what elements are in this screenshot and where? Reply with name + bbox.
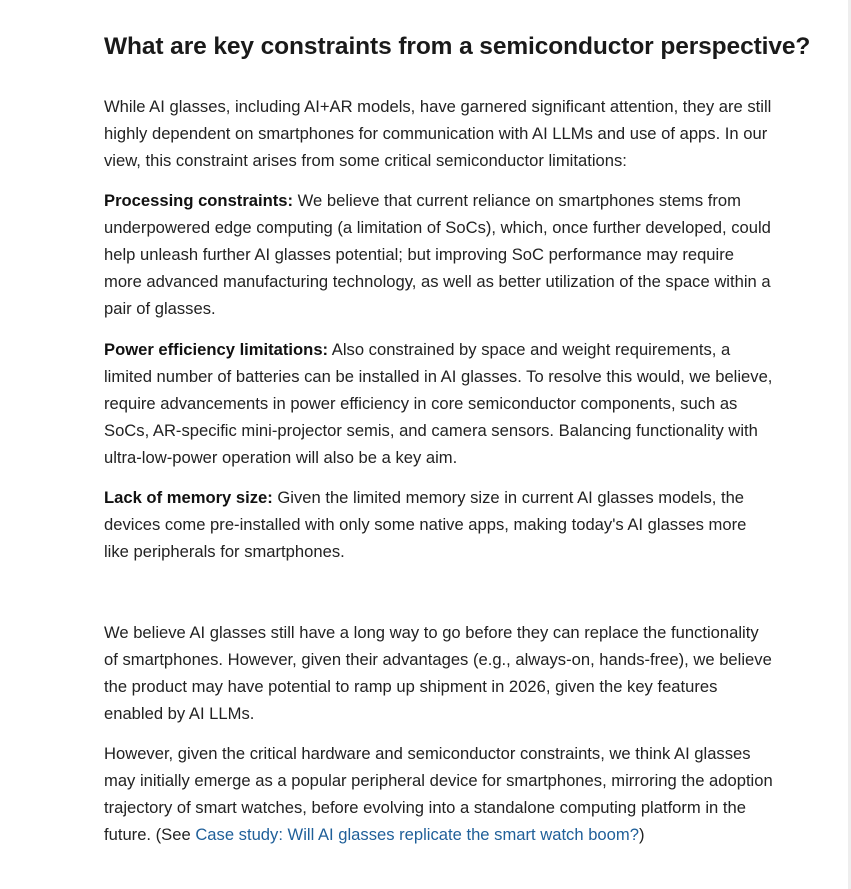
constraint-text: Also constrained by space and weight requirements, a limited number of batteries can be installed in AI glasses. To resolve this would, we believe, require advancements in power efficiency in core semiconductor components, such as SoCs, AR-specific mini-projector semis, and camera sensors. Balancing functionality with ultra-low-power operation will also be a key aim. <box>104 340 773 467</box>
constraint-label: Power efficiency limitations: <box>104 340 329 359</box>
constraint-label: Lack of memory size: <box>104 488 273 507</box>
constraint-power <box>104 336 774 471</box>
conclusion-paragraph <box>104 740 774 848</box>
constraint-processing <box>104 187 774 322</box>
case-study-link[interactable]: Case study: Will AI glasses replicate the smart watch boom? <box>195 825 639 844</box>
constraint-memory <box>104 484 774 565</box>
intro-paragraph: While AI glasses, including AI+AR models, have garnered significant attention, they are still highly dependent on smartphones for communication with AI LLMs and use of apps. In our view, this constraint arises from some critical semiconductor limitations: <box>104 97 772 170</box>
outlook-paragraph: We believe AI glasses still have a long way to go before they can replace the functionality of smartphones. However, given their advantages (e.g., always-on, hands-free), we believe the product may have potential to ramp up shipment in 2026, given the key features enabled by AI LLMs. <box>104 623 772 723</box>
constraint-label: Processing constraints: <box>104 191 294 210</box>
constraint-text: We believe that current reliance on smartphones stems from underpowered edge computing (a limitation of SoCs), which, once further developed, could help unleash further AI glasses potential; but improving SoC performance may require more advanced manufacturing technology, as well as better utilization of the space within a pair of glasses. <box>104 191 771 318</box>
conclusion-closing: ) <box>638 825 645 844</box>
section-heading: What are key constraints from a semiconductor perspective? <box>104 33 811 60</box>
conclusion-text: However, given the critical hardware and semiconductor constraints, we think AI glasses may initially emerge as a popular peripheral device for smartphones, mirroring the adoption trajectory of smart watches, before evolving into a standalone computing platform in the future. (See <box>104 744 773 844</box>
constraint-text: Given the limited memory size in current AI glasses models, the devices come pre-installed with only some native apps, making today's AI glasses more like peripherals for smartphones. <box>104 488 747 561</box>
